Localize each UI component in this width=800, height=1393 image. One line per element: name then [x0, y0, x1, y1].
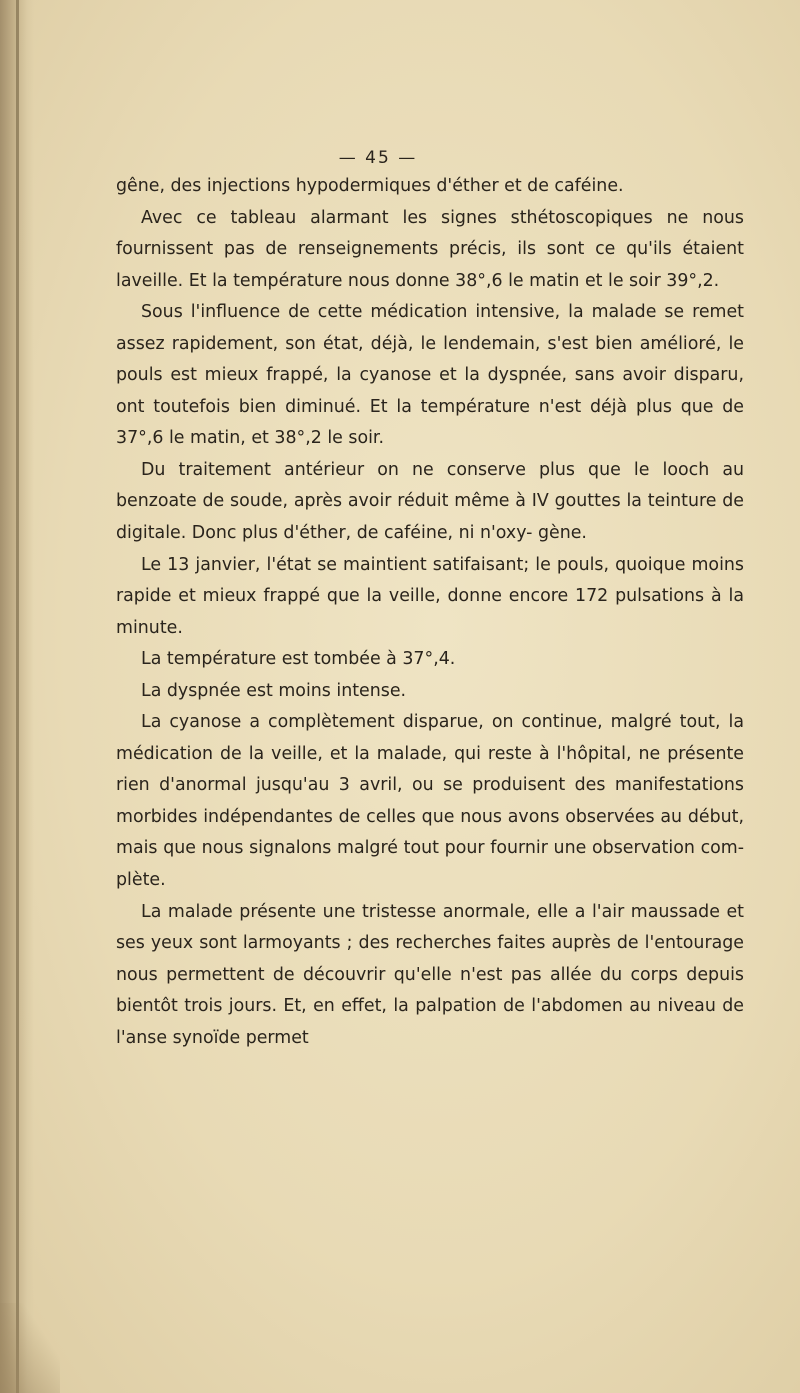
paragraph: La cyanose a complètement disparue, on continue, malgré tout, la médication de la veille, et la malade, qui reste à l'hôpital, ne présente rien d'anormal jusqu'au 3 avril, ou se produisent des manifestations morbides indépendantes de celles que nous avons observées au début, mais que nous signalons malgré tout pour fournir une observation com- plète. — [116, 712, 744, 891]
paragraph: gêne, des injections hypodermiques d'éther et de caféine. — [116, 176, 624, 196]
paragraph: Avec ce tableau alarmant les signes sthétoscopiques ne nous fournissent pas de renseignements précis, ils sont ce qu'ils étaient laveille. Et la température nous donne 38°,6 le matin et le soir 39°,2. — [116, 207, 744, 291]
paragraph: Sous l'influence de cette médication intensive, la malade se remet assez rapidement, son état, déjà, le lendemain, s'est bien amélioré, le pouls est mieux frappé, la cyanose et la dyspnée, sans avoir disparu, ont toutefois bien diminué. Et la température n'est déjà plus que de 37°,6 le matin, et 38°,2 le soir. — [116, 302, 744, 449]
paragraph: La dyspnée est moins intense. — [141, 680, 407, 701]
page-binding-edge — [16, 0, 19, 1393]
page-corner-shadow — [0, 1303, 60, 1393]
paragraph: Du traitement antérieur on ne conserve plus que le looch au benzoate de soude, après avoir réduit même à IV gouttes la teinture de digitale. Donc plus d'éther, de caféine, ni n'oxy- gène. — [116, 459, 744, 544]
page-number: — 45 — — [338, 148, 418, 168]
paragraph: La température est tombée à 37°,4. — [141, 649, 456, 670]
body-text — [116, 171, 744, 1054]
paragraph: Le 13 janvier, l'état se maintient satifaisant; le pouls, quoique moins rapide et mieux frappé que la veille, donne encore 172 pulsations à la minute. — [116, 554, 744, 638]
paragraph: La malade présente une tristesse anormale, elle a l'air maussade et ses yeux sont larmoyants ; des recherches faites auprès de l'entourage nous permettent de découvrir qu'elle n'est pas allée du corps depuis bientôt trois jours. Et, en effet, la palpation de l'abdomen au niveau de l'anse synoïde permet — [116, 901, 744, 1048]
